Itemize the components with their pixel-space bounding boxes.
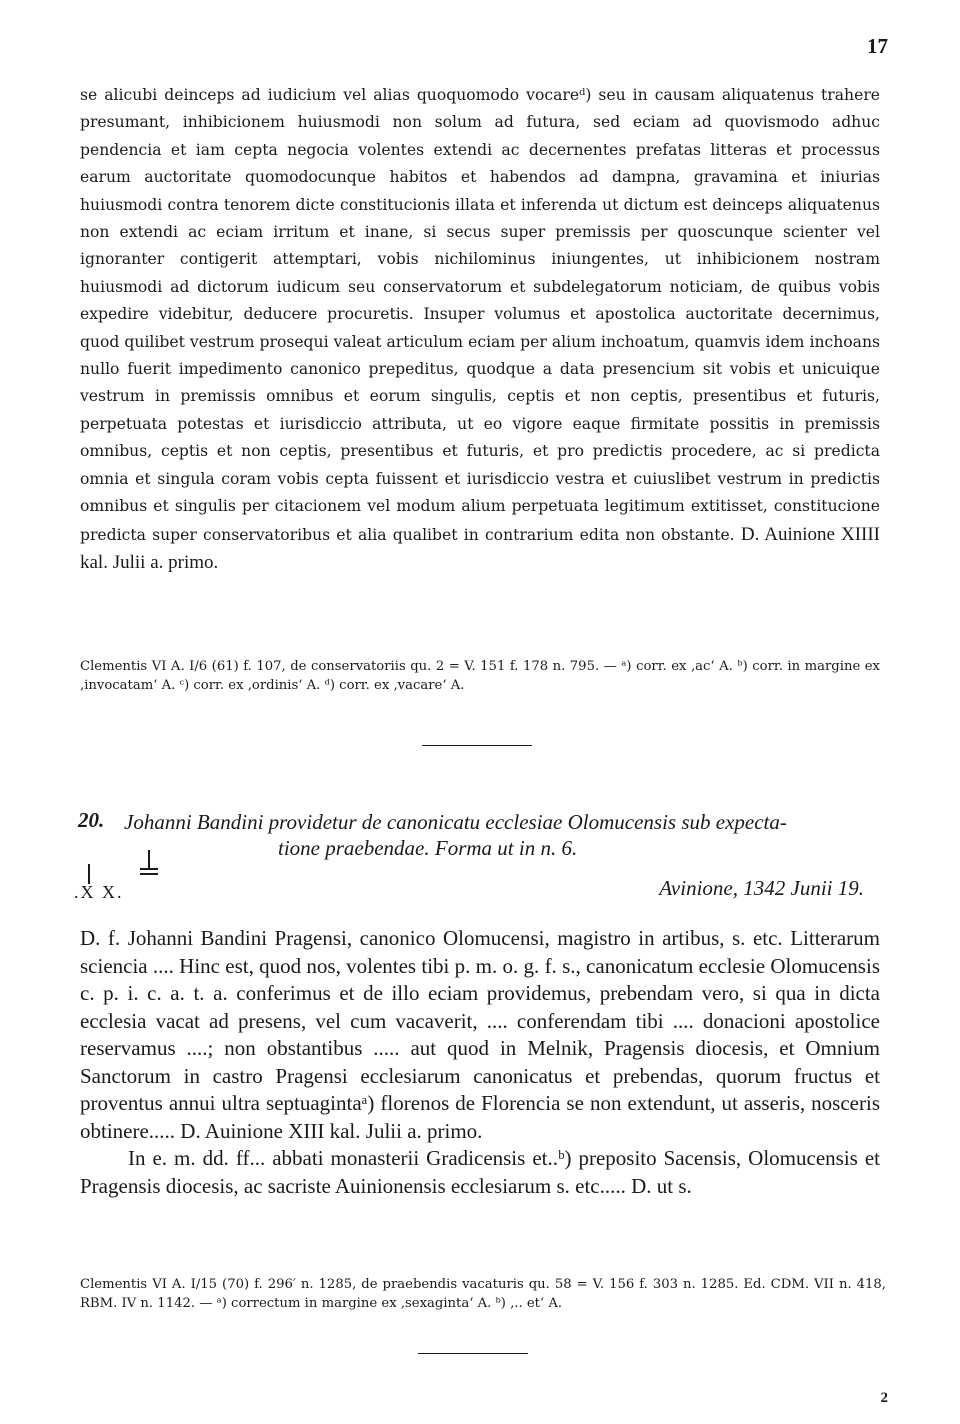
numeral-equals xyxy=(140,868,158,870)
page-number: 17 xyxy=(867,34,888,58)
upper-date: D. Auinione XIIII kal. Julii a. primo. xyxy=(80,523,880,573)
doc-title-line2: tione praebendae. Forma ut in n. 6. xyxy=(278,836,578,860)
sheet-number: 2 xyxy=(880,1390,888,1406)
divider-1 xyxy=(422,745,532,746)
footnote-2: Clementis VI A. I/15 (70) f. 296′ n. 1285, de praebendis vacaturis qu. 58 = V. 156 f. 303 n. 1285. Ed. CDM. VII n. 418, RBM. IV n. 1142. — ᵃ) correctum in margine ex ‚sexaginta‘ A. ᵇ) ‚.. et‘ A. xyxy=(80,1277,886,1311)
upper-text xyxy=(80,82,880,577)
doc-number: 20. xyxy=(78,808,105,832)
place-date: Avinione, 1342 Junii 19. xyxy=(659,876,864,900)
numeral-bar-right xyxy=(148,850,150,868)
lower-paragraph-1: D. f. Johanni Bandini Pragensi, canonico Olomucensi, magistro in artibus, s. etc. Litterarum sciencia .... Hinc est, quod nos, volentes tibi p. m. o. g. f. s., canonicatum ecclesie Olomucensis c. p. i. c. a. t. a. conferimus et de illo eciam providemus, prebendam vero, si qua in dicta ecclesia vacat ad presens, vel cum vacaverit, .... conferendam tibi .... donacioni apostolice reservamus ....; non obstantibus ..... aut quod in Melnik, Pragensis diocesis, et Omnium Sanctorum in castro Pragensi ecclesiarum canonicatus et prebendas, quorum fructus et proventus annui ultra septuagintaᵃ) florenos de Florencia se non extendunt, ut asseris, nosceris obtinere..... D. Auinione XIII kal. Julii a. primo. xyxy=(80,926,880,1143)
lower-paragraph-2: In e. m. dd. ff... abbati monasterii Gradicensis et..ᵇ) preposito Sacensis, Olomucensis et Pragensis diocesis, ac sacriste Auinionensis ecclesiarum s. etc..... D. ut s. xyxy=(80,1146,880,1198)
footnote-1: Clementis VI A. I/6 (61) f. 107, de conservatoriis qu. 2 = V. 151 f. 178 n. 795. — ᵃ) corr. ex ‚ac‘ A. ᵇ) corr. in margine ex ‚invocatam‘ A. ᶜ) corr. ex ‚ordinis‘ A. ᵈ) corr. ex ‚vacare‘ A. xyxy=(80,659,880,693)
upper-paragraph: se alicubi deinceps ad iudicium vel alias quoquomodo vocareᵈ) seu in causam aliquatenus trahere presumant, inhibicionem huiusmodi non solum ad futura, sed eciam ad quovismodo adhuc pendencia et iam cepta negocia volentes extendi ac decernentes prefatas litteras et processus earum auctoritate quomodocunque habitos et habendos ad dampna, gravamina et iniurias huiusmodi contra tenorem dicte constitucionis illata et inferenda ut dictum est deinceps aliquatenus non extendi ac eciam irritum et inane, si secus super premissis per quoscunque scienter vel ignoranter contigerit attemptari, vobis nichilominus iniungentes, ut inhibicionem nostram huiusmodi ad dictorum iudicum seu conservatorum et subdelegatorum noticiam, de quibus vobis expedire videbitur, deducere procuretis. Insuper volumus et apostolica auctoritate decernimus, quod quilibet vestrum prosequi valeat articulum eciam per alium inchoatum, quamvis idem inchoans nullo fuerit impedimento canonico prepeditus, quodque a data presencium sit vobis et unicuique vestrum in premissis omnibus et eorum singulis, ceptis et non ceptis, presentibus et futuris, perpetuata potestas et iurisdiccio attributa, ut eo vigore eaque firmitate possitis in premissis omnibus, ceptis et non ceptis, presentibus et futuris, et pro predictis procedere, ac si predicta omnia et singula coram vobis cepta fuissent et iurisdiccio vestra et cuiuslibet vestrum in predictis omnibus et singulis per citacionem vel modum alium perpetuata legitimum extitisset, constitucione predicta super conservatoribus et alia qualibet in contrarium edita non obstante. xyxy=(80,86,880,544)
numeral-text: .X X. xyxy=(74,882,124,902)
doc-title-line1: Johanni Bandini providetur de canonicatu ecclesiae Olomucensis sub expecta- xyxy=(124,810,787,834)
divider-2 xyxy=(418,1353,528,1354)
numeral-bar-left xyxy=(88,864,90,884)
lower-text xyxy=(80,925,880,1200)
numeral-mark xyxy=(74,846,182,906)
